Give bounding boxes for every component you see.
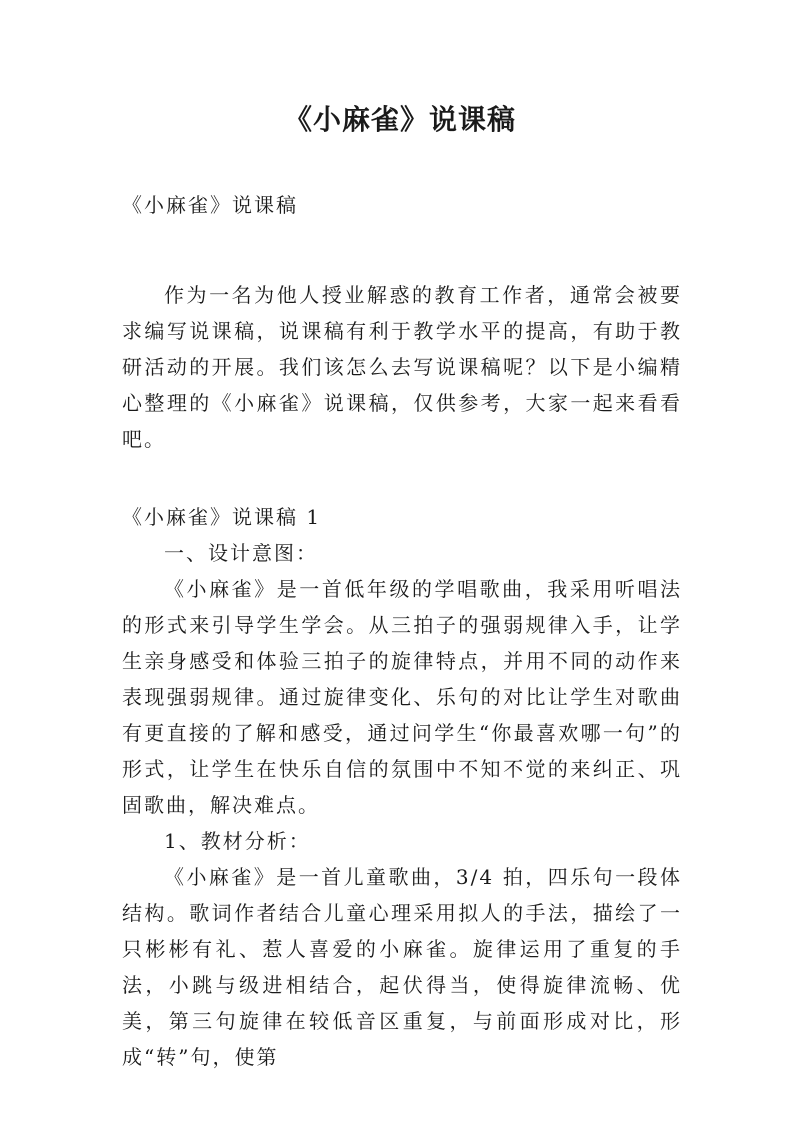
document-subtitle: 《小麻雀》说课稿 (122, 193, 298, 217)
design-intent-paragraph: 《小麻雀》是一首低年级的学唱歌曲，我采用听唱法的形式来引导学生学会。从三拍子的强弱规律入手，让学生亲身感受和体验三拍子的旋律特点，并用不同的动作来表现强弱规律。通过旋律变化、乐句的对比让学生对歌曲有更直接的了解和感受，通过问学生“你最喜欢哪一句”的形式，让学生在快乐自信的氛围中不知不觉的来纠正、巩固歌曲，解决难点。 (122, 577, 682, 817)
document-title: 《小麻雀》说课稿 (283, 103, 516, 136)
section-heading-design-intent: 一、设计意图： (164, 541, 318, 565)
section-heading-material-analysis: 1、教材分析： (164, 829, 311, 853)
material-analysis-paragraph: 《小麻雀》是一首儿童歌曲，3/4 拍，四乐句一段体结构。歌词作者结合儿童心理采用拟人的手法，描绘了一只彬彬有礼、惹人喜爱的小麻雀。旋律运用了重复的手法，小跳与级进相结合，起伏得当，使得旋律流畅、优美，第三句旋律在较低音区重复，与前面形成对比，形成“转”句，使第 (122, 865, 682, 1069)
section-title: 《小麻雀》说课稿 1 (122, 505, 322, 529)
intro-paragraph: 作为一名为他人授业解惑的教育工作者，通常会被要求编写说课稿，说课稿有利于教学水平的提高，有助于教研活动的开展。我们该怎么去写说课稿呢？以下是小编精心整理的《小麻雀》说课稿，仅供参考，大家一起来看看吧。 (122, 283, 682, 451)
document-body (122, 187, 682, 1075)
